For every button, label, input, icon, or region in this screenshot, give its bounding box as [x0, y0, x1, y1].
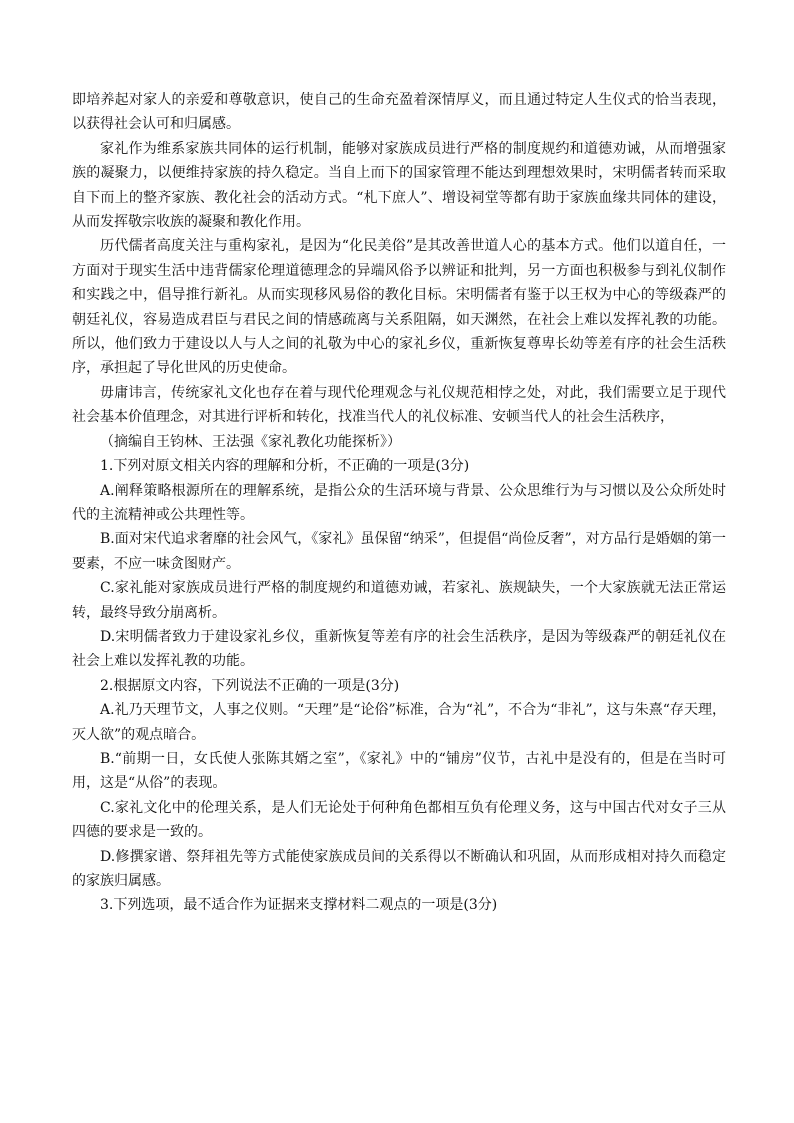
question-2-option-b: B.“前期一日，女氏使人张陈其婿之室”，《家礼》中的“铺房”仪节，古礼中是没有的，但是在当时可用，这是“从俗”的表现。: [72, 750, 726, 792]
paragraph: 历代儒者高度关注与重构家礼，是因为“化民美俗”是其改善世道人心的基本方式。他们以道自任，一方面对于现实生活中违背儒家伦理道德理念的异端风俗予以辨证和批判，另一方面也积极参与到礼仪制作和实践之中，倡导推行新礼。从而实现移风易俗的教化目标。宋明儒者有鉴于以王权为中心的等级森严的朝廷礼仪，容易造成君臣与君民之间的情感疏离与关系阻隔，如天渊然，在社会上难以发挥礼教的功能。所以，他们致力于建设以人与人之间的礼敬为中心的家礼乡仪，重新恢复尊卑长幼等差有序的社会生活秩序，承担起了导化世风的历史使命。: [72, 238, 726, 377]
question-1-stem: 1.下列对原文相关内容的理解和分析，不正确的一项是(3分): [100, 458, 470, 475]
document-page: [72, 88, 726, 918]
question-3-stem: 3.下列选项，最不适合作为证据来支撑材料二观点的一项是(3分): [100, 897, 498, 914]
question-1-option-a: A.阐释策略根源所在的理解系统，是指公众的生活环境与背景、公众思维行为与习惯以及公众所处时代的主流精神或公共理性等。: [72, 482, 726, 523]
paragraph-continuation: 即培养起对家人的亲爱和尊敬意识，使自己的生命充盈着深情厚义，而且通过特定人生仪式的恰当表现，以获得社会认可和归属感。: [72, 92, 726, 133]
question-2-option-c: C.家礼文化中的伦理关系，是人们无论处于何种角色都相互负有伦理义务，这与中国古代对女子三从四德的要求是一致的。: [72, 799, 726, 841]
question-2-option-a: A.礼乃天理节文，人事之仪则。“天理”是“论俗”标准，合为“礼”，不合为“非礼”，这与朱熹“存天理，灭人欲”的观点暗合。: [72, 702, 726, 743]
paragraph: 毋庸讳言，传统家礼文化也存在着与现代伦理观念与礼仪规范相悖之处，对此，我们需要立足于现代社会基本价值理念，对其进行评析和转化，找准当代人的礼仪标准、安顿当代人的社会生活秩序，: [72, 384, 726, 426]
question-1-option-c: C.家礼能对家族成员进行严格的制度规约和道德劝诫，若家礼、族规缺失，一个大家族就无法正常运转，最终导致分崩离析。: [72, 580, 726, 621]
paragraph: 家礼作为维系家族共同体的运行机制，能够对家族成员进行严格的制度规约和道德劝诫，从而增强家族的凝聚力，以便维持家族的持久稳定。当自上而下的国家管理不能达到理想效果时，宋明儒者转而采取自下而上的整齐家族、教化社会的活动方式。“札下庶人”、增设祠堂等都有助于家族血缘共同体的建设，从而发挥敬宗收族的凝聚和教化作用。: [72, 140, 726, 231]
question-1-option-b: B.面对宋代追求奢靡的社会风气，《家礼》虽保留“纳采”，但提倡“尚俭反奢”，对方品行是婚姻的第一要素，不应一味贪图财产。: [72, 531, 726, 572]
source-citation: （摘编自王钧林、王法强《家礼教化功能探析》）: [100, 433, 401, 450]
question-2-option-d: D.修撰家谱、祭拜祖先等方式能使家族成员间的关系得以不断确认和巩固，从而形成相对持久而稳定的家族归属感。: [72, 848, 726, 889]
question-2-stem: 2.根据原文内容，下列说法不正确的一项是(3分): [100, 677, 400, 694]
question-1-option-d: D.宋明儒者致力于建设家礼乡仪，重新恢复等差有序的社会生活秩序，是因为等级森严的朝廷礼仪在社会上难以发挥礼教的功能。: [72, 628, 726, 670]
